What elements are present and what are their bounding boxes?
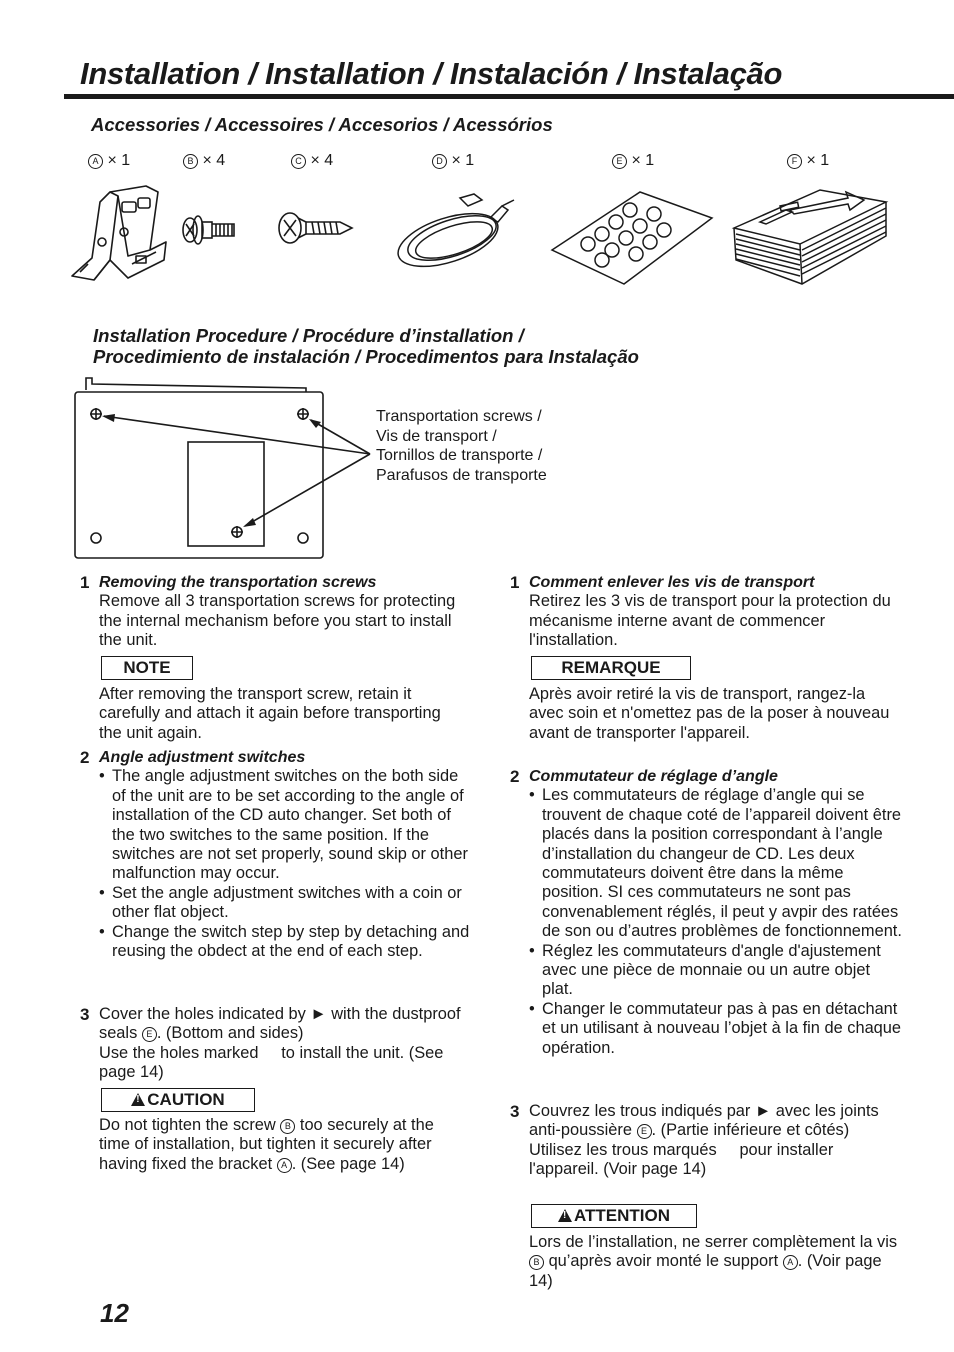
text-part: Utilisez les trous marqués	[529, 1140, 717, 1159]
accessory-d-label	[432, 152, 474, 170]
fr-step-3	[510, 1102, 905, 1180]
circled-letter: E	[612, 154, 627, 169]
callout-line: Parafusos de transporte	[376, 466, 547, 484]
en-step-3	[80, 1005, 470, 1083]
transport-screws-callout	[376, 407, 547, 485]
cable-illustration	[390, 188, 522, 274]
step-text: Retirez les 3 vis de transport pour la protection du mécanisme interne avant de commencer l'installation.	[529, 592, 891, 650]
attention-text	[529, 1233, 899, 1291]
accessory-a-label	[88, 152, 130, 170]
warning-icon	[131, 1093, 145, 1106]
step-number: 1	[510, 573, 520, 592]
circled-letter: C	[291, 154, 306, 169]
text-part: Lors de l’installation, ne serrer complètement la vis	[529, 1233, 898, 1251]
triangle-right-icon: ►	[310, 1005, 327, 1023]
remarque-label: REMARQUE	[531, 656, 691, 680]
callout-line: Vis de transport /	[376, 427, 497, 445]
en-step-2	[80, 748, 470, 961]
bullet-item: • Réglez les commutateurs d'angle d'ajustement avec une pièce de monnaie ou un autre objet plat.	[529, 942, 905, 1000]
accessory-e-label	[612, 152, 654, 170]
circled-letter: D	[432, 154, 447, 169]
bracket-illustration	[66, 180, 176, 290]
bullet-item: • Change the switch step by step by detaching and reusing the obdect at the end of each step.	[99, 923, 470, 962]
accessory-b-label	[183, 152, 225, 170]
accessory-qty: × 1	[631, 152, 655, 169]
procedure-heading-line1: Installation Procedure / Procédure d’installation /	[93, 325, 524, 346]
disc-magazine-illustration	[730, 184, 894, 290]
bullet-item: • The angle adjustment switches on the both side of the unit are to be set according to the angle of installation of the CD auto changer. Set both of the two switches to the same position. If the switches are not set properly, sound skip or other malfunction may occur.	[99, 767, 470, 883]
text-part: Do not tighten the screw	[99, 1116, 276, 1134]
callout-line: Transportation screws /	[376, 408, 542, 425]
step-text	[529, 1102, 905, 1180]
page-number: 12	[100, 1298, 129, 1328]
bullet-item: • Changer le commutateur pas à pas en détachant et un utilisant à nouveau l’objet à la fin de chaque opération.	[529, 1000, 905, 1058]
text-part: . (Bottom and sides)	[156, 1024, 304, 1043]
circled-letter: A	[277, 1158, 292, 1173]
dustproof-seals-illustration	[548, 188, 716, 288]
step-number: 3	[510, 1102, 520, 1121]
accessory-qty: × 4	[310, 152, 334, 169]
accessory-f-label	[787, 152, 829, 170]
bullet-item: • Set the angle adjustment switches with a coin or other flat object.	[99, 884, 470, 923]
step-title: Commutateur de réglage d’angle	[529, 768, 778, 785]
note-text: After removing the transport screw, retain it carefully and attach it again before transporting the unit again.	[99, 685, 441, 742]
triangle-right-icon: ►	[754, 1102, 772, 1120]
unit-diagram	[70, 374, 380, 564]
circled-letter: A	[783, 1255, 798, 1270]
screw-c-illustration	[276, 206, 356, 250]
step-number: 2	[510, 767, 520, 786]
accessory-qty: × 1	[451, 152, 475, 169]
text-part: to install the unit. (See page 14)	[99, 1043, 444, 1082]
warning-icon	[558, 1209, 572, 1222]
step-title: Angle adjustment switches	[99, 749, 306, 766]
page-title: Installation / Installation / Instalación / Instalação	[80, 56, 783, 91]
caution-label-text: CAUTION	[147, 1090, 225, 1109]
circled-letter: A	[88, 154, 103, 169]
accessory-qty: × 4	[202, 152, 226, 169]
text-part: with the dustproof seals	[99, 1005, 461, 1043]
title-rule	[64, 94, 954, 99]
bullet-item: • Les commutateurs de réglage d’angle qui se trouvent de chaque coté de l’appareil doivent être placés dans la position correspondant à l’angle d’installation du changeur de CD. Les deux commutateurs doivent être dans la même position. SI ces commutateurs ne sont pas convenablement réglés, il peut y avpir des ratées de son ou d’autres problèmes de fonctionnement.	[529, 786, 905, 941]
text-part: Cover the holes indicated by	[99, 1005, 306, 1023]
fr-step-1	[510, 573, 905, 651]
text-part: Couvrez les trous indiqués par	[529, 1102, 751, 1120]
attention-label	[531, 1204, 697, 1228]
remarque-text: Après avoir retiré la vis de transport, rangez-la avec soin et n'omettez pas de la poser à nouveau avant de transporter l'appareil.	[529, 685, 890, 742]
note-label: NOTE	[101, 656, 193, 680]
attention-label-text: ATTENTION	[573, 1206, 670, 1225]
text-part: too securely at the time of installation, but tighten it securely after having fixed the bracket	[99, 1116, 434, 1173]
accessory-c-label	[291, 152, 333, 170]
screw-b-illustration	[180, 208, 240, 252]
circled-letter: F	[787, 154, 802, 169]
step-title: Comment enlever les vis de transport	[529, 574, 815, 591]
en-step-1	[80, 573, 470, 651]
caution-text	[99, 1116, 469, 1174]
text-part: . (See page 14)	[291, 1154, 405, 1173]
step-title: Removing the transportation screws	[99, 574, 377, 591]
step-number: 1	[80, 573, 90, 592]
step-text	[99, 1005, 470, 1083]
circled-letter: E	[142, 1027, 157, 1042]
circled-letter: B	[183, 154, 198, 169]
text-part: avec les joints anti-poussière	[529, 1102, 879, 1140]
circled-letter: E	[637, 1124, 652, 1139]
text-part: . (Voir page 14)	[529, 1252, 882, 1290]
accessory-qty: × 1	[806, 152, 830, 169]
caution-label	[101, 1088, 255, 1112]
step-number: 2	[80, 748, 90, 767]
callout-line: Tornillos de transporte /	[376, 447, 543, 464]
accessories-heading: Accessories / Accessoires / Accesorios / Acessórios	[91, 114, 553, 135]
step-number: 3	[80, 1005, 90, 1024]
circled-letter: B	[280, 1119, 295, 1134]
procedure-heading-line2: Procedimiento de instalación / Procedimentos para Instalação	[93, 346, 639, 367]
step-text: Remove all 3 transportation screws for protecting the internal mechanism before you start to install the unit.	[99, 592, 456, 650]
text-part: . (Partie inférieure et côtés)	[651, 1121, 850, 1140]
text-part: qu’après avoir monté le support	[548, 1252, 779, 1271]
text-part: pour installer l'appareil. (Voir page 14)	[529, 1140, 834, 1179]
accessory-qty: × 1	[107, 152, 131, 169]
fr-step-2	[510, 767, 905, 1058]
circled-letter: B	[529, 1255, 544, 1270]
text-part: Use the holes marked	[99, 1043, 259, 1062]
